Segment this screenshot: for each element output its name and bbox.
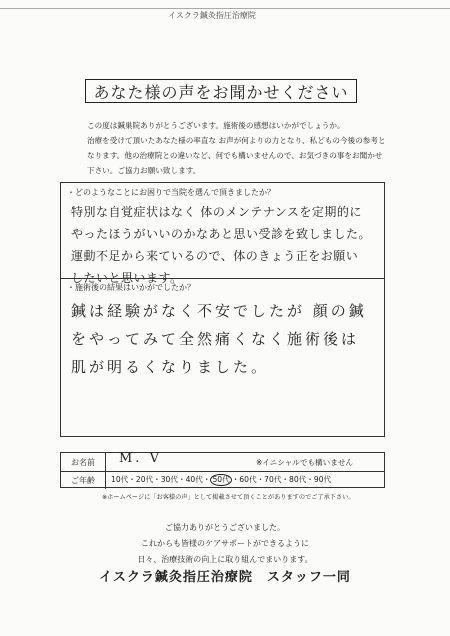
name-row <box>61 453 384 472</box>
question-2-label: ・施術後の結果はいかがでしたか？ <box>67 283 195 292</box>
age-option: 60代 <box>239 475 257 484</box>
closing-line: ご協力ありがとうございました。 <box>165 523 285 532</box>
age-option-selected: 50代 <box>212 475 230 484</box>
intro-line: なります。他の治療院との違いなど、何でも構いませんので、お気づきの事をお聞かせ <box>87 151 383 160</box>
age-option: 40代 <box>185 475 203 484</box>
age-option: 70代 <box>264 475 282 484</box>
question-divider <box>61 278 384 279</box>
questionnaire-box <box>60 182 385 437</box>
page-top-rule <box>0 8 450 9</box>
closing-line: 日々、治療技術の向上に取り組んでまいります。 <box>137 555 313 564</box>
page-title: あなた様の声をお聞かせください <box>85 79 357 103</box>
closing-line: これからも皆様のケアサポートができるように <box>141 539 309 548</box>
intro-paragraph <box>87 118 387 178</box>
initial-note: ※イニシャルでも構いません <box>256 458 354 467</box>
question-1-label: ・どのようなことにお困りで当院を選んで頂きましたか？ <box>67 188 275 197</box>
closing-message <box>0 520 450 568</box>
age-option: 30代 <box>160 475 178 484</box>
answer-line: をやってみて全然痛くなく施術後は <box>71 330 360 348</box>
answer-line: 運動不足から来ているので、体のきょう正をお願い <box>71 249 359 263</box>
answer-line: したいと思います。 <box>71 271 183 285</box>
staff-signature: スタッフ一同 <box>266 570 351 585</box>
age-option: 10代 <box>111 475 129 484</box>
answer-line: 肌が明るくなりました。 <box>71 358 270 376</box>
age-option: 20代 <box>135 475 154 484</box>
age-option: 90代 <box>313 475 332 484</box>
signature <box>0 566 450 585</box>
answer-line: 特別な自覚症状はなく 体のメンテナンスを定期的に <box>71 205 362 219</box>
age-label: ご年齢 <box>61 471 106 489</box>
intro-line: この度は鍼巣院ありがとうございます。施術後の感想はいかがでしょうか。 <box>87 121 345 130</box>
age-options: 10代・20代・30代・40代・ 50代 ・60代・70代・80代・90代 <box>111 475 332 484</box>
age-option: 80代 <box>289 475 307 484</box>
answer-line: やったほうがいいのかなあと思い受診を致しました。 <box>71 227 372 241</box>
name-label: お名前 <box>61 453 106 471</box>
footnote: ※ホームページに「お客様の声」として掲載させて頂くことがありますのでご了承下さい。 <box>102 494 355 501</box>
clinic-name: イスクラ鍼灸指圧治療院 <box>99 570 253 585</box>
age-row <box>61 471 384 489</box>
header-text: イスクラ鍼灸指圧治療院 <box>168 11 256 20</box>
name-value: M. V <box>119 451 162 466</box>
question-1-answer <box>71 201 371 289</box>
question-2-answer <box>71 297 367 381</box>
answer-line: 鍼は経験がなく不安でしたが 顔の鍼 <box>71 302 367 320</box>
intro-line: 治療を受けて頂いたあなた様の率直な お声が何よりの力となり、私どもの今後の参考と <box>87 136 386 145</box>
intro-line: 下さい。ご協力お願い致します。 <box>87 166 201 175</box>
customer-info-table <box>60 452 385 488</box>
